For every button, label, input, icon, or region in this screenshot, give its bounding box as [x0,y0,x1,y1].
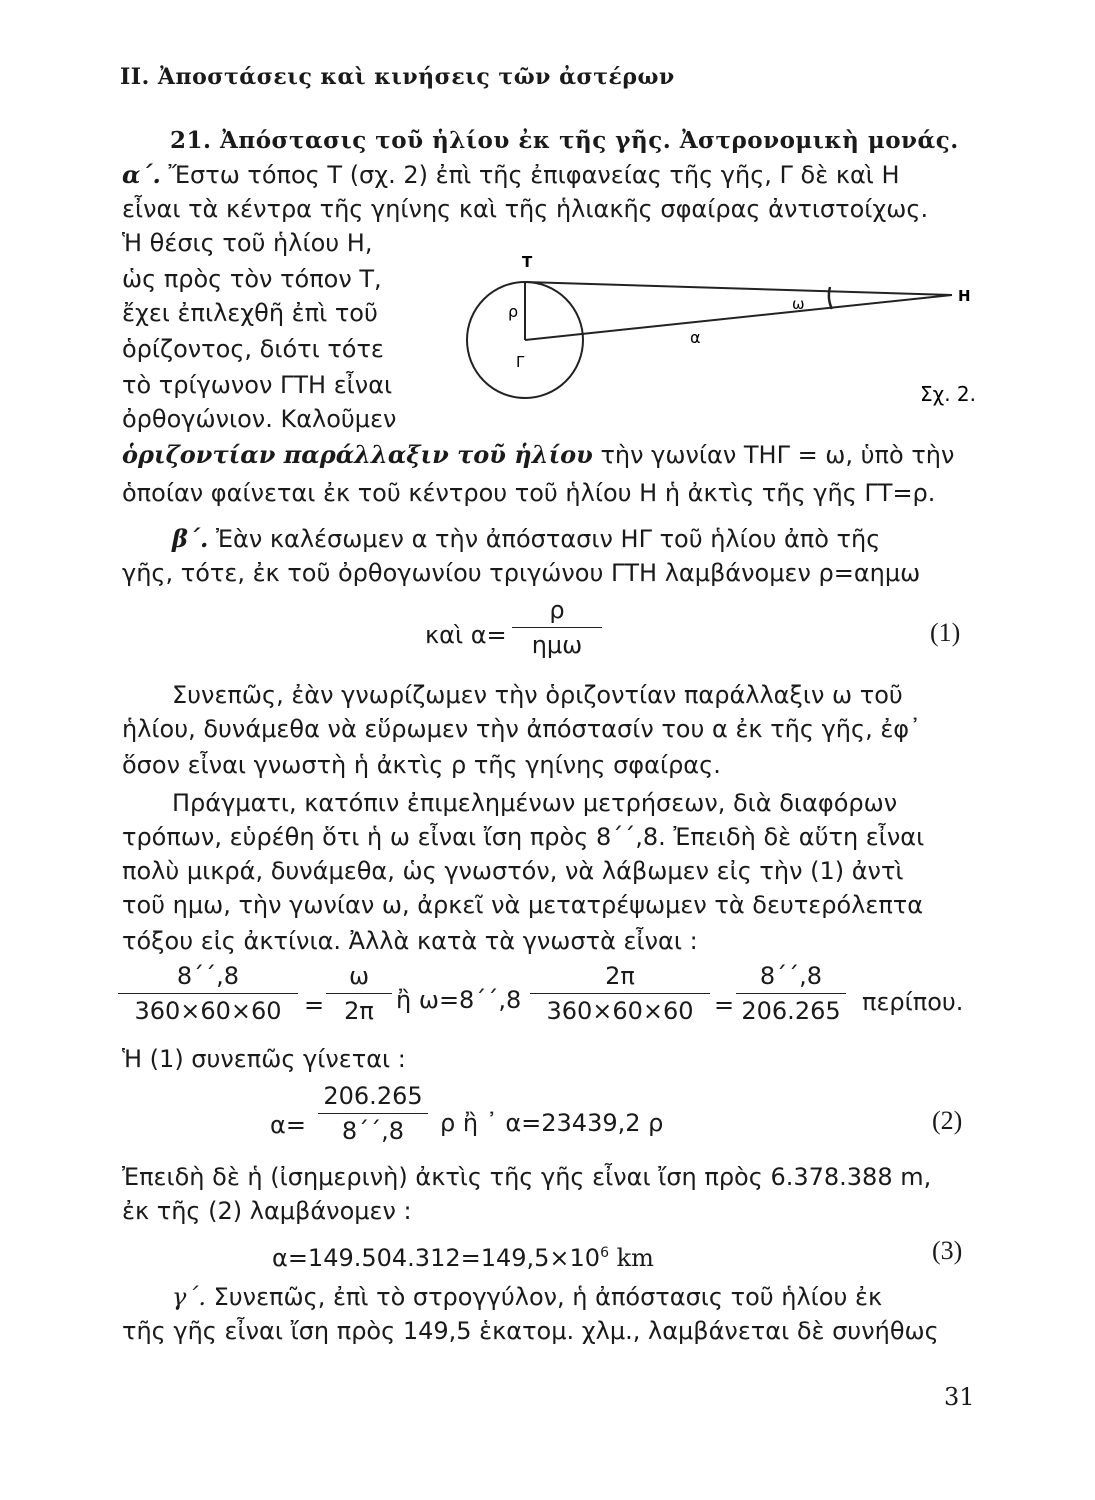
fraction-bar [512,627,602,628]
conversion-fraction-2-denominator: 2π [344,997,374,1025]
equation-2-numerator: 206.265 [323,1082,423,1110]
paragraph-b-label: β΄. [172,524,209,553]
label-H: Η [958,287,971,305]
tangent-line [525,282,952,295]
fraction-bar [530,993,710,994]
subsection-title-text: Ἀπόστασις τοῦ ἡλίου ἐκ τῆς γῆς. Ἀστρονομικὴ μονάς. [220,127,959,154]
equation-3-text: α=149.504.312=149,5×10 [272,1244,601,1272]
equation-3 [272,1238,654,1273]
conversion-fraction-4-denominator: 206.265 [741,997,841,1025]
paragraph-d-line-4: τοῦ ημω, τὴν γωνίαν ω, ἀρκεῖ νὰ μετατρέψωμεν τὰ δευτερόλεπτα [122,891,924,919]
paragraph-d-line-1: Πράγματι, κατόπιν ἐπιμελημένων μετρήσεων, διὰ διαφόρων [172,789,898,817]
fraction-bar [318,1113,428,1114]
conversion-middle: ἢ ω=8΄΄,8 [396,986,522,1014]
conversion-fraction-1 [118,962,298,1025]
figure-2 [440,245,1000,420]
conversion-equals-1: = [304,991,325,1019]
equation-1-numerator: ρ [549,596,565,624]
paragraph-a-line-2: εἶναι τὰ κέντρα τῆς γηίνης καὶ τῆς ἡλιακῆς σφαίρας ἀντιστοίχως. [122,195,929,223]
page-number: 31 [944,1383,975,1411]
equation-2-prefix: α= [270,1111,306,1139]
angle-arc [829,287,832,309]
fraction-bar [118,993,298,994]
label-T: Τ [522,253,533,271]
equation-2-number: (2) [932,1106,963,1135]
conversion-fraction-4 [736,962,846,1025]
paragraph-e-line-1: Ἐπειδὴ δὲ ἡ (ἰσημερινὴ) ἀκτὶς τῆς γῆς εἶναι ἴση πρὸς 6.378.388 m, [122,1163,932,1191]
conversion-fraction-3-numerator: 2π [605,962,635,990]
paragraph-e-line-2: ἐκ τῆς (2) λαμβάνομεν : [122,1197,412,1225]
label-G: Γ [516,353,525,371]
paragraph-a-line-5: ἔχει ἐπιλεχθῆ ἐπὶ τοῦ [122,299,378,327]
paragraph-a-label: α΄. [122,160,161,189]
conversion-equals-2: = [714,991,735,1019]
paragraph-f-line-2: τῆς γῆς εἶναι ἴση πρὸς 149,5 ἑκατομ. χλμ., λαμβάνεται δὲ συνήθως [122,1317,939,1345]
paragraph-f-line-1-text: Συνεπῶς, ἐπὶ τὸ στρογγύλον, ἡ ἀπόστασις τοῦ ἡλίου ἐκ [213,1283,883,1311]
paragraph-a-line-9 [122,440,954,470]
paragraph-c-line-2: ἡλίου, δυνάμεθα νὰ εὕρωμεν τὴν ἀπόστασίν του α ἐκ τῆς γῆς, ἐφ᾽ [122,715,922,743]
conversion-fraction-2 [326,962,392,1025]
paragraph-a-line-3: Ἡ θέσις τοῦ ἡλίου Η, [122,229,373,257]
paragraph-f-line-1 [172,1282,882,1312]
label-alpha: α [690,328,701,347]
equation-1-fraction [512,596,602,659]
equation-3-exponent: 6 [600,1245,609,1261]
equation-3-unit: km [616,1244,654,1272]
paragraph-f-label: γ΄. [172,1283,206,1311]
center-sun-line [525,295,952,340]
paragraph-a-line-8: ὀρθογώνιον. Καλοῦμεν [122,405,397,433]
fraction-bar [736,993,846,994]
conversion-fraction-3 [530,962,710,1025]
paragraph-a-line-4: ὡς πρὸς τὸν τόπον Τ, [122,265,382,293]
paragraph-d-line-2: τρόπων, εὑρέθη ὅτι ἡ ω εἶναι ἴση πρὸς 8΄΄,8. Ἐπειδὴ δὲ αὕτη εἶναι [122,823,925,851]
paragraph-a-line-10: ὁποίαν φαίνεται ἐκ τοῦ κέντρου τοῦ ἡλίου Η ἡ ἀκτὶς τῆς γῆς ΓΤ=ρ. [122,479,936,507]
conversion-fraction-1-denominator: 360×60×60 [134,997,282,1025]
conversion-suffix: περίπου. [862,988,964,1016]
label-omega: ω [792,295,805,313]
equation-1-prefix: καὶ α= [425,621,507,649]
paragraph-a-line-1 [122,160,900,190]
defined-term: ὁριζοντίαν παράλλαξιν τοῦ ἡλίου [122,440,593,469]
equation-1-denominator: ημω [531,631,583,659]
subsection-title [170,126,959,156]
equation-1-number: (1) [930,618,961,647]
equation-2-rest: ρ ἢ ᾽ α=23439,2 ρ [440,1109,664,1137]
paragraph-d-line-3: πολὺ μικρά, δυνάμεθα, ὡς γνωστόν, νὰ λάβωμεν εἰς τὴν (1) ἀντὶ [122,857,904,885]
paragraph-b-line-1 [172,524,880,554]
paragraph-b-line-2: γῆς, τότε, ἐκ τοῦ ὀρθογωνίου τριγώνου ΓΤΗ λαμβάνομεν ρ=αημω [122,559,921,587]
conversion-fraction-2-numerator: ω [348,962,370,990]
conversion-fraction-1-numerator: 8΄΄,8 [176,962,240,990]
equation-2-denominator: 8΄΄,8 [341,1117,405,1145]
line-after-conversion: Ἡ (1) συνεπῶς γίνεται : [122,1045,406,1073]
conversion-fraction-3-denominator: 360×60×60 [546,997,694,1025]
paragraph-a-line-9-rest: τὴν γωνίαν ΤΗΓ = ω, ὑπὸ τὴν [600,441,955,469]
subsection-number: 21. [170,127,212,154]
fraction-bar [326,993,392,994]
paragraph-c-line-3: ὅσον εἶναι γνωστὴ ἡ ἀκτὶς ρ τῆς γηίνης σφαίρας. [122,751,721,779]
section-heading: II. Ἀποστάσεις καὶ κινήσεις τῶν ἀστέρων [120,64,675,90]
paragraph-d-line-5: τόξου εἰς ἀκτίνια. Ἀλλὰ κατὰ τὰ γνωστὰ εἶναι : [122,927,698,955]
paragraph-a-line-1-text: Ἔστω τόπος Τ (σχ. 2) ἐπὶ τῆς ἐπιφανείας τῆς γῆς, Γ δὲ καὶ Η [168,161,900,189]
equation-3-number: (3) [932,1236,963,1265]
paragraph-a-line-6: ὁρίζοντος, διότι τότε [122,335,384,363]
conversion-fraction-4-numerator: 8΄΄,8 [759,962,823,990]
paragraph-c-line-1: Συνεπῶς, ἐὰν γνωρίζωμεν τὴν ὁριζοντίαν παράλλαξιν ω τοῦ [172,681,903,709]
label-rho: ρ [508,302,519,321]
equation-2-fraction [318,1082,428,1145]
paragraph-b-line-1-text: Ἐὰν καλέσωμεν α τὴν ἀπόστασιν ΗΓ τοῦ ἡλίου ἀπὸ τῆς [215,525,881,553]
paragraph-a-line-7: τὸ τρίγωνον ΓΤΗ εἶναι [122,371,393,399]
figure-caption: Σχ. 2. [920,382,976,406]
